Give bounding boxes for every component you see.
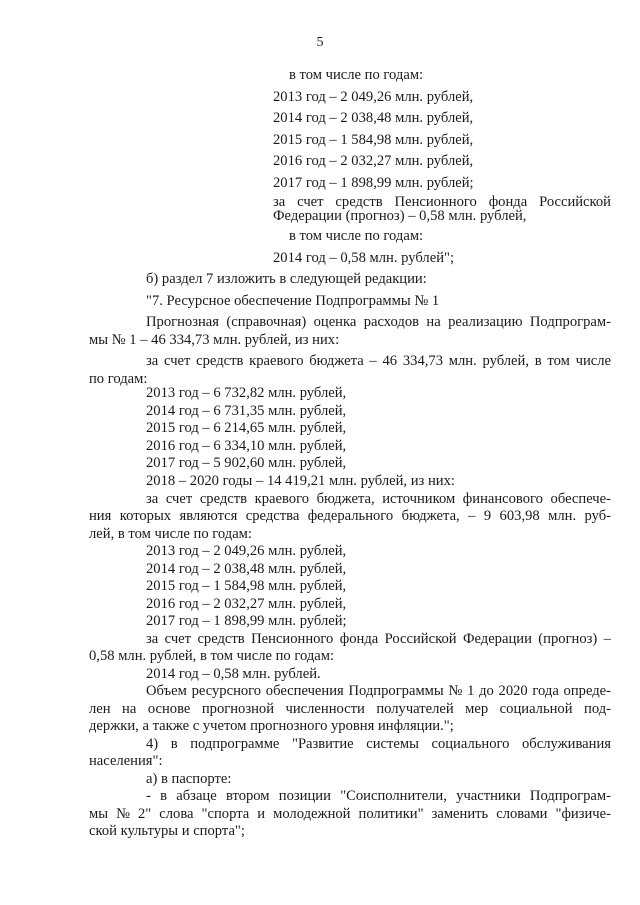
- top-year-line: 2013 год – 2 049,26 млн. рублей,: [273, 89, 474, 105]
- pension-year-line: 2014 год – 0,58 млн. рублей.: [146, 666, 321, 682]
- regional-year-line: 2017 год – 5 902,60 млн. рублей,: [146, 455, 347, 471]
- pension-line: за счет средств Пенсионного фонда Российской Федерации (прогноз) –: [146, 631, 611, 647]
- top-pension-block: [273, 195, 611, 223]
- estimate-line: Прогнозная (справочная) оценка расходов на реализацию Подпрограм-: [146, 314, 611, 330]
- top-year-line: 2016 год – 2 032,27 млн. рублей,: [273, 153, 474, 169]
- item-a-line: а) в паспорте:: [146, 771, 232, 787]
- federal-year-line: 2017 год – 1 898,99 млн. рублей;: [146, 613, 347, 629]
- item-4-line: населения":: [89, 753, 163, 769]
- section-7-title: "7. Ресурсное обеспечение Подпрограммы № 1: [146, 293, 440, 309]
- federal-year-line: 2014 год – 2 038,48 млн. рублей,: [146, 561, 347, 577]
- item-4-line: 4) в подпрограмме "Развитие системы социального обслуживания: [146, 736, 611, 752]
- regional-year-line: 2018 – 2020 годы – 14 419,21 млн. рублей, из них:: [146, 473, 455, 489]
- top-pension-intro: в том числе по годам:: [289, 228, 424, 244]
- regional-year-line: 2015 год – 6 214,65 млн. рублей,: [146, 420, 347, 436]
- top-year-line: 2014 год – 2 038,48 млн. рублей,: [273, 110, 474, 126]
- federal-year-line: 2015 год – 1 584,98 млн. рублей,: [146, 578, 347, 594]
- volume-line: лен на основе прогнозной численности получателей мер социальной под-: [89, 701, 611, 717]
- estimate-line: мы № 1 – 46 334,73 млн. рублей, из них:: [89, 332, 340, 348]
- item-dash-line: ской культуры и спорта";: [89, 823, 245, 839]
- federal-line: ния которых являются средства федерального бюджета, – 9 603,98 млн. руб-: [89, 508, 611, 524]
- federal-year-line: 2016 год – 2 032,27 млн. рублей,: [146, 596, 347, 612]
- top-years-intro: в том числе по годам:: [289, 67, 424, 83]
- federal-line: лей, в том числе по годам:: [89, 526, 252, 542]
- regional-line: за счет средств краевого бюджета – 46 334,73 млн. рублей, в том числе: [146, 353, 611, 369]
- top-pension-year: 2014 год – 0,58 млн. рублей";: [273, 250, 455, 266]
- item-dash-line: мы № 2" слова "спорта и молодежной политики" заменить словами "физиче-: [89, 806, 611, 822]
- federal-year-line: 2013 год – 2 049,26 млн. рублей,: [146, 543, 347, 559]
- regional-line: по годам:: [89, 371, 148, 387]
- page-number: 5: [316, 35, 324, 50]
- top-year-line: 2017 год – 1 898,99 млн. рублей;: [273, 175, 474, 191]
- regional-year-line: 2016 год – 6 334,10 млн. рублей,: [146, 438, 347, 454]
- regional-year-line: 2013 год – 6 732,82 млн. рублей,: [146, 385, 347, 401]
- volume-line: Объем ресурсного обеспечения Подпрограммы № 1 до 2020 года опреде-: [146, 683, 611, 699]
- pension-line: 0,58 млн. рублей, в том числе по годам:: [89, 648, 335, 664]
- item-dash-line: - в абзаце втором позиции "Соисполнители, участники Подпрограм-: [146, 788, 611, 804]
- volume-line: держки, а также с учетом прогнозного уровня инфляции.";: [89, 718, 454, 734]
- federal-line: за счет средств краевого бюджета, источником финансового обеспече-: [146, 491, 611, 507]
- section-b-heading: б) раздел 7 изложить в следующей редакции:: [146, 271, 427, 287]
- regional-year-line: 2014 год – 6 731,35 млн. рублей,: [146, 403, 347, 419]
- top-year-line: 2015 год – 1 584,98 млн. рублей,: [273, 132, 474, 148]
- top-pension-line: Федерации (прогноз) – 0,58 млн. рублей,: [273, 208, 527, 224]
- top-pension-line: за счет средств Пенсионного фонда Российской: [273, 194, 611, 210]
